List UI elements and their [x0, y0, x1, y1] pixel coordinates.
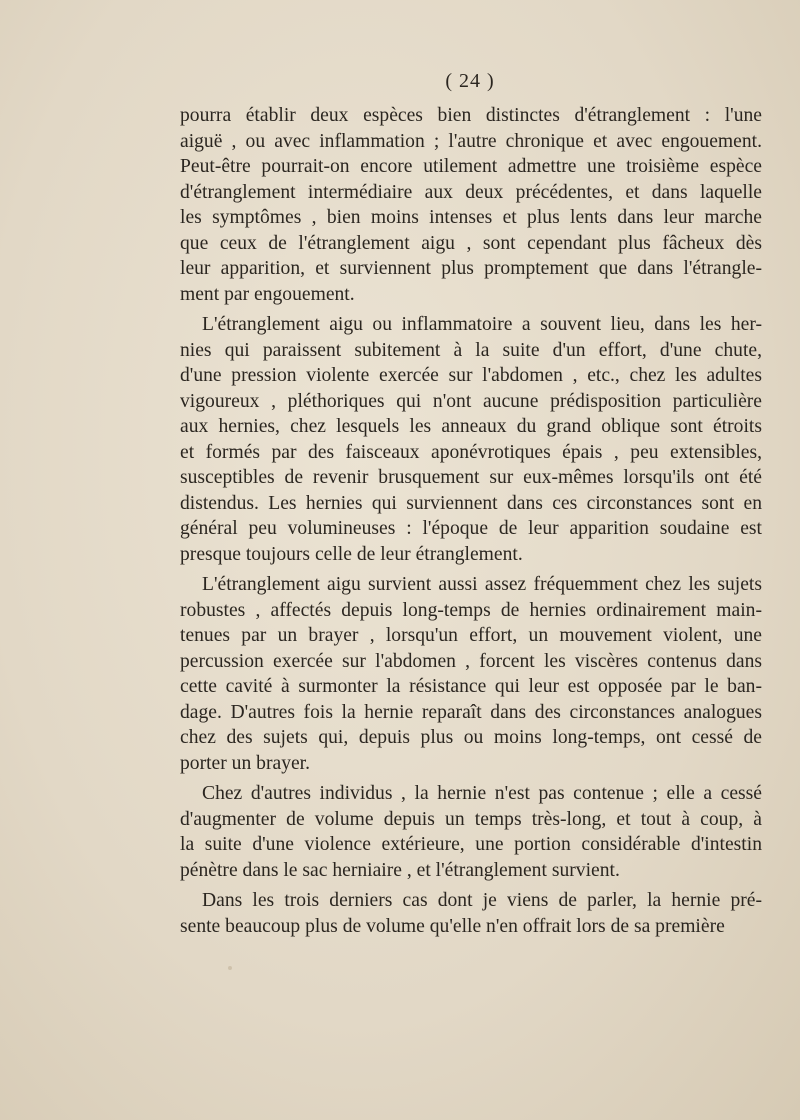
text-line: porter un brayer. — [180, 752, 311, 774]
text-line: d'étranglement intermédiaire aux deux précédentes, et dans laquelle — [180, 181, 762, 203]
text-line: et formés par des faisceaux aponévrotiques épais , peu extensibles, — [180, 441, 762, 463]
paragraph — [180, 781, 762, 883]
text-line: pourra établir deux espèces bien distinctes d'étranglement : l'une — [180, 105, 762, 126]
text-line: aiguë , ou avec inflammation ; l'autre chronique et avec engouement. — [180, 130, 762, 152]
text-line: nies qui paraissent subitement à la suite d'un effort, d'une chute, — [180, 339, 762, 361]
text-line: Dans les trois derniers cas dont je viens de parler, la hernie pré- — [202, 890, 762, 911]
text-line: L'étranglement aigu ou inflammatoire a souvent lieu, dans les her- — [202, 314, 762, 335]
page-number: ( 24 ) — [445, 70, 495, 92]
text-line: tenues par un brayer , lorsqu'un effort, un mouvement violent, une — [180, 625, 762, 646]
text-line: Peut-être pourrait-on encore utilement admettre une troisième espèce — [180, 156, 762, 177]
text-line: pénètre dans le sac herniaire , et l'étranglement survient. — [180, 859, 620, 881]
text-line: les symptômes , bien moins intenses et plus lents dans leur marche — [180, 207, 762, 228]
text-line: la suite d'une violence extérieure, une portion considérable d'intestin — [180, 834, 762, 855]
text-line: vigoureux , pléthoriques qui n'ont aucune prédisposition particulière — [180, 390, 762, 412]
body-text — [180, 103, 762, 939]
text-line: robustes , affectés depuis long-temps de hernies ordinairement main- — [180, 599, 762, 621]
text-line: dage. D'autres fois la hernie reparaît dans des circonstances analogues — [180, 701, 762, 723]
text-line: L'étranglement aigu survient aussi assez fréquemment chez les sujets — [202, 574, 762, 595]
text-line: distendus. Les hernies qui surviennent dans ces circonstances sont en — [180, 492, 762, 514]
text-line: leur apparition, et surviennent plus promptement que dans l'étrangle- — [180, 258, 762, 279]
text-line: que ceux de l'étranglement aigu , sont cependant plus fâcheux dès — [180, 232, 762, 254]
paragraph — [180, 312, 762, 567]
text-line: susceptibles de revenir brusquement sur eux-mêmes lorsqu'ils ont été — [180, 467, 762, 488]
text-line: percussion exercée sur l'abdomen , forcent les viscères contenus dans — [180, 650, 762, 672]
text-line: chez des sujets qui, depuis plus ou moins long-temps, ont cessé de — [180, 727, 762, 748]
text-line: général peu volumineuses : l'époque de leur apparition soudaine est — [180, 518, 762, 539]
text-line: presque toujours celle de leur étranglement. — [180, 543, 523, 565]
text-line: sente beaucoup plus de volume qu'elle n'en offrait lors de sa première — [180, 915, 725, 937]
text-line: d'une pression violente exercée sur l'abdomen , etc., chez les adultes — [180, 365, 762, 386]
paragraph — [180, 572, 762, 776]
text-line: d'augmenter de volume depuis un temps très-long, et tout à coup, à — [180, 808, 762, 830]
text-line: aux hernies, chez lesquels les anneaux du grand oblique sont étroits — [180, 416, 762, 437]
text-line: cette cavité à surmonter la résistance qui leur est opposée par le ban- — [180, 676, 762, 697]
paragraph — [180, 103, 762, 307]
text-line: Chez d'autres individus , la hernie n'est pas contenue ; elle a cessé — [202, 783, 762, 804]
text-line: ment par engouement. — [180, 283, 355, 305]
paragraph — [180, 888, 762, 939]
